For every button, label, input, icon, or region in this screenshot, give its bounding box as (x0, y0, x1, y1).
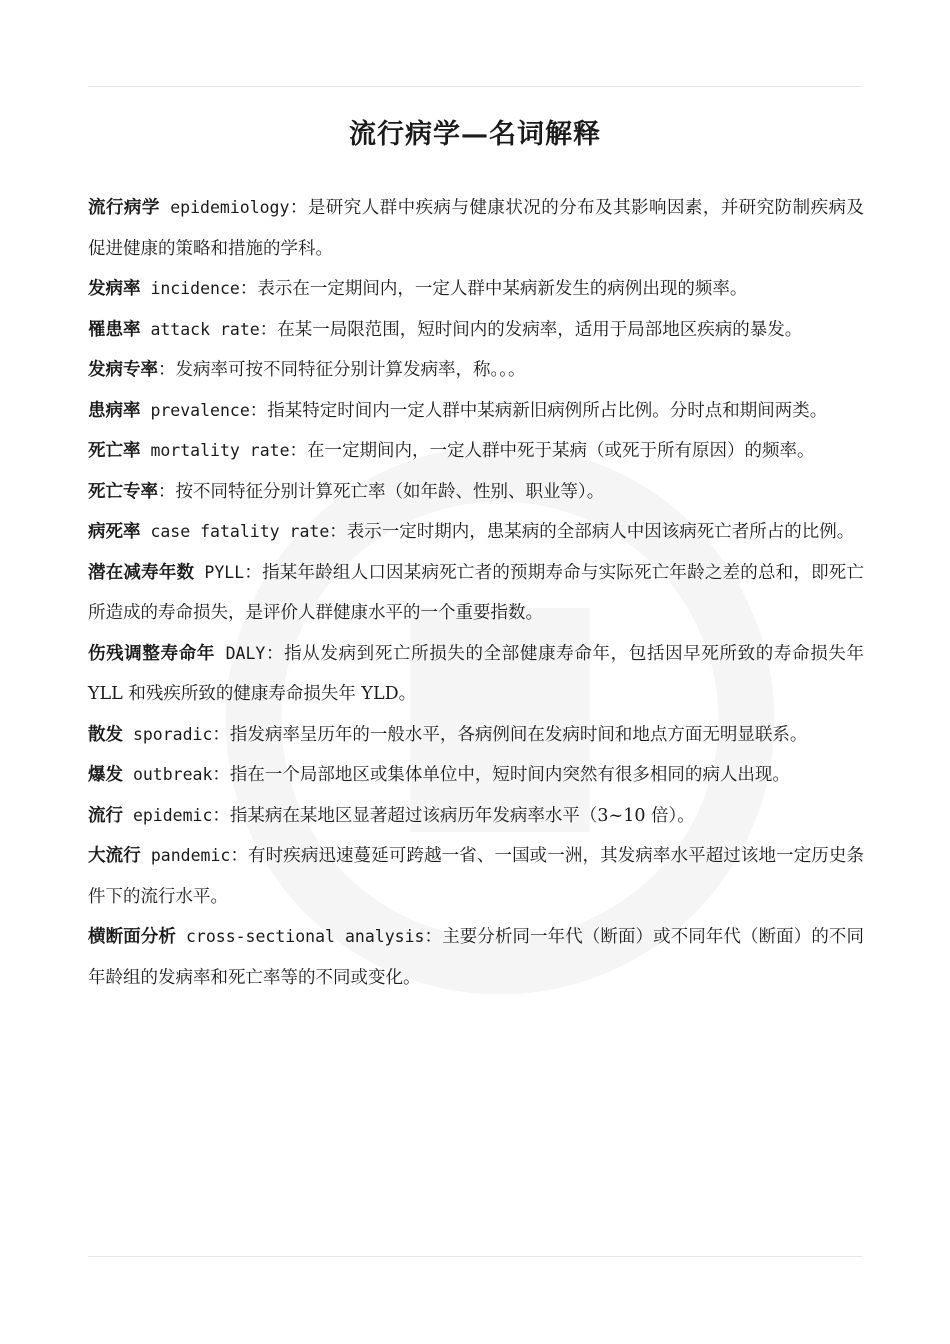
glossary-entry (88, 188, 864, 269)
term-cn: 病死率 (88, 522, 141, 542)
glossary-entry (88, 512, 864, 553)
page-title: 流行病学—名词解释 (349, 119, 601, 150)
term-cn: 发病专率 (88, 360, 158, 380)
term-en: epidemic (132, 805, 213, 825)
definition: ：在某一局限范围，短时间内的发病率，适用于局部地区疾病的暴发。 (259, 319, 803, 340)
definition: ：指某病在某地区显著超过该病历年发病率水平（3~10 倍）。 (212, 805, 695, 826)
definition: ：是研究人群中疾病与健康状况的分布及其影响因素，并研究防制疾病及促进健康的策略和措施的学科。 (88, 198, 865, 259)
definition: ：有时疾病迅速蔓延可跨越一省、一国或一洲，其发病率水平超过该地一定历史条件下的流行水平。 (88, 846, 865, 907)
glossary-entry (88, 310, 864, 351)
term-cn: 流行 (88, 805, 123, 826)
term-cn: 潜在减寿年数 (88, 562, 195, 583)
term-cn: 患病率 (88, 400, 141, 421)
definition: ：指某特定时间内一定人群中某病新旧病例所占比例。分时点和期间两类。 (249, 400, 828, 421)
term-cn: 伤残调整寿命年 (88, 643, 215, 664)
glossary-list (88, 188, 864, 998)
definition: ：在一定期间内，一定人群中死于某病（或死于所有原因）的频率。 (289, 441, 815, 461)
term-cn: 爆发 (88, 765, 123, 785)
definition: ：表示一定时期内，患某病的全部病人中因该病死亡者所占的比例。 (329, 522, 855, 542)
glossary-entry (88, 553, 864, 634)
term-en: case fatality rate (150, 522, 330, 541)
term-en: prevalence (150, 400, 250, 420)
term-cn: 发病率 (88, 279, 141, 299)
glossary-entry (88, 472, 864, 513)
definition: ：表示在一定期间内，一定人群中某病新发生的病例出现的频率。 (239, 279, 748, 299)
term-en: PYLL (204, 562, 245, 582)
term-cn: 流行病学 (88, 198, 160, 218)
term-en: pandemic (150, 846, 231, 865)
glossary-entry (88, 755, 864, 796)
definition: ：主要分析同一年代（断面）或不同年代（断面）的不同年龄组的发病率和死亡率等的不同或变化。 (88, 927, 865, 988)
glossary-entry (88, 391, 864, 432)
term-en: sporadic (132, 724, 213, 744)
term-en: DALY (225, 643, 266, 663)
term-cn: 罹患率 (88, 319, 141, 340)
term-en: epidemiology (170, 198, 290, 217)
definition: ：指某年龄组人口因某病死亡者的预期寿命与实际死亡年龄之差的总和，即死亡所造成的寿命损失，是评价人群健康水平的一个重要指数。 (88, 562, 865, 623)
term-cn: 大流行 (88, 846, 141, 866)
glossary-entry (88, 634, 864, 715)
term-cn: 死亡专率 (88, 481, 158, 502)
glossary-entry (88, 431, 864, 472)
glossary-entry (88, 269, 864, 310)
term-en: attack rate (150, 319, 260, 339)
glossary-entry (88, 836, 864, 917)
term-cn: 死亡率 (88, 441, 141, 461)
term-cn: 横断面分析 (88, 927, 176, 947)
term-en: cross-sectional analysis (185, 927, 425, 946)
glossary-entry (88, 715, 864, 756)
term-cn: 散发 (88, 724, 123, 745)
footer-divider (88, 1256, 862, 1257)
glossary-entry (88, 796, 864, 837)
definition: ：指在一个局部地区或集体单位中，短时间内突然有很多相同的病人出现。 (212, 765, 790, 785)
term-en: mortality rate (150, 441, 290, 460)
definition: ：指发病率呈历年的一般水平，各病例间在发病时间和地点方面无明显联系。 (212, 724, 808, 745)
term-en: outbreak (132, 765, 213, 784)
glossary-entry (88, 350, 864, 391)
glossary-entry (88, 917, 864, 998)
definition: ：指从发病到死亡所损失的全部健康寿命年，包括因早死所致的寿命损失年 YLL 和残疾所致的健康寿命损失年 YLD。 (88, 643, 865, 704)
term-en: incidence (150, 279, 240, 298)
definition: ：发病率可按不同特征分别计算发病率，称。。。 (158, 360, 526, 380)
header-divider (88, 86, 862, 87)
definition: ：按不同特征分别计算死亡率（如年龄、性别、职业等）。 (158, 481, 605, 502)
